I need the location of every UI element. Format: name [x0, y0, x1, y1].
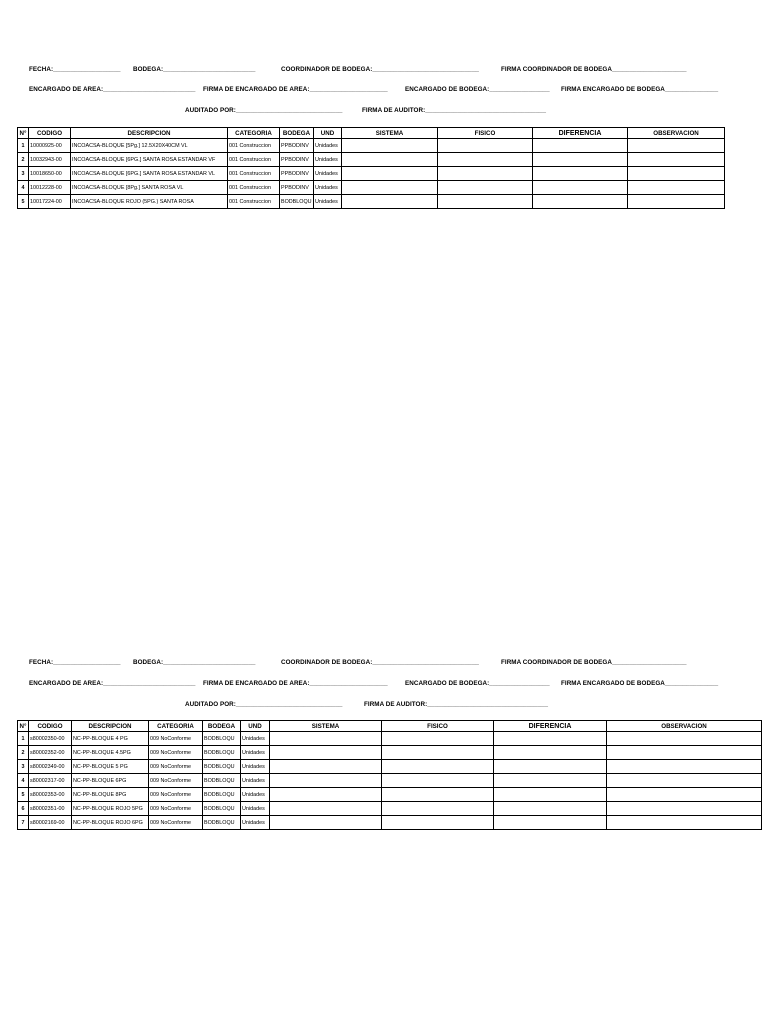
auditado-por-label: AUDITADO POR:______________________________: [185, 701, 343, 708]
col-bodega-header: BODEGA: [203, 721, 241, 732]
encargado-area-label: ENCARGADO DE AREA:__________________________: [29, 680, 196, 687]
firma-encargado-bodega-label: FIRMA ENCARGADO DE BODEGA_______________: [561, 86, 719, 93]
col-bodega-cell: BODBLOQU: [203, 802, 241, 816]
col-diferencia-cell[interactable]: [494, 760, 607, 774]
col-observacion-header: OBSERVACION: [607, 721, 762, 732]
col-codigo-cell: 10018650-00: [29, 167, 71, 181]
coordinador-label: COORDINADOR DE BODEGA:______________________________: [281, 659, 479, 666]
col-observacion-cell[interactable]: [607, 732, 762, 746]
col-categoria-cell: 009 NoConforme: [149, 788, 203, 802]
auditado-por-label: AUDITADO POR:______________________________: [185, 107, 343, 114]
table-body: [18, 732, 762, 830]
col-fisico-cell[interactable]: [382, 774, 494, 788]
bodega-label: BODEGA:__________________________: [133, 659, 256, 666]
col-categoria-cell: 001 Construccion: [228, 195, 280, 209]
col-und-cell: Unidades: [314, 153, 342, 167]
col-no-cell: 7: [18, 816, 29, 830]
table-row: [18, 788, 762, 802]
col-codigo-header: CODIGO: [29, 128, 71, 139]
col-descripcion-cell: INCOACSA-BLOQUE ROJO (5PG.) SANTA ROSA: [71, 195, 228, 209]
col-und-cell: Unidades: [241, 774, 270, 788]
col-und-cell: Unidades: [314, 195, 342, 209]
encargado-bodega-label: ENCARGADO DE BODEGA:_________________: [405, 86, 550, 93]
firma-coordinador-label: FIRMA COORDINADOR DE BODEGA_____________________: [501, 66, 687, 73]
col-diferencia-cell[interactable]: [494, 802, 607, 816]
col-no-cell: 5: [18, 195, 29, 209]
col-sistema-cell[interactable]: [270, 732, 382, 746]
col-categoria-header: CATEGORIA: [228, 128, 280, 139]
col-sistema-cell[interactable]: [270, 816, 382, 830]
col-no-cell: 4: [18, 181, 29, 195]
col-und-cell: Unidades: [314, 181, 342, 195]
table-row: [18, 746, 762, 760]
col-no-cell: 6: [18, 802, 29, 816]
table-row: [18, 732, 762, 746]
table-row: [18, 774, 762, 788]
col-und-header: UND: [314, 128, 342, 139]
firma-auditor-label: FIRMA DE AUDITOR:__________________________________: [362, 107, 546, 114]
col-und-cell: Unidades: [241, 760, 270, 774]
col-codigo-cell: s80002351-00: [29, 802, 72, 816]
col-no-cell: 1: [18, 139, 29, 153]
col-sistema-cell[interactable]: [270, 788, 382, 802]
col-sistema-header: SISTEMA: [270, 721, 382, 732]
col-categoria-cell: 009 NoConforme: [149, 816, 203, 830]
col-fisico-cell[interactable]: [382, 788, 494, 802]
col-codigo-cell: s80002353-00: [29, 788, 72, 802]
table-header: [18, 721, 762, 732]
col-categoria-cell: 009 NoConforme: [149, 760, 203, 774]
firma-encargado-area-label: FIRMA DE ENCARGADO DE AREA:______________________: [203, 86, 388, 93]
col-bodega-cell: PPBODINV: [280, 167, 314, 181]
col-categoria-cell: 009 NoConforme: [149, 746, 203, 760]
col-bodega-cell: BODBLOQU: [203, 774, 241, 788]
col-no-cell: 2: [18, 153, 29, 167]
table-row: [18, 802, 762, 816]
col-diferencia-cell[interactable]: [494, 816, 607, 830]
col-descripcion-cell: INCOACSA-BLOQUE [6PG.] SANTA ROSA ESTANDAR VL: [71, 167, 228, 181]
col-no-header: N°: [18, 721, 29, 732]
col-diferencia-cell[interactable]: [494, 774, 607, 788]
firma-coordinador-label: FIRMA COORDINADOR DE BODEGA_____________________: [501, 659, 687, 666]
col-descripcion-cell: NC-PP-BLOQUE 6PG: [72, 774, 149, 788]
col-no-header: N°: [18, 128, 29, 139]
col-bodega-cell: PPBODINV: [280, 153, 314, 167]
col-bodega-cell: BODBLOQU: [203, 816, 241, 830]
col-und-cell: Unidades: [241, 802, 270, 816]
col-codigo-cell: s80002169-00: [29, 816, 72, 830]
col-observacion-cell[interactable]: [607, 802, 762, 816]
col-bodega-cell: BODBLOQU: [203, 732, 241, 746]
col-codigo-header: CODIGO: [29, 721, 72, 732]
col-descripcion-header: DESCRIPCION: [71, 128, 228, 139]
col-sistema-cell[interactable]: [270, 802, 382, 816]
col-bodega-cell: PPBODINV: [280, 181, 314, 195]
col-bodega-cell: BODBLOQU: [203, 760, 241, 774]
col-categoria-cell: 001 Construccion: [228, 153, 280, 167]
table-row: [18, 760, 762, 774]
col-diferencia-cell[interactable]: [494, 746, 607, 760]
col-no-cell: 1: [18, 732, 29, 746]
col-diferencia-cell[interactable]: [494, 732, 607, 746]
col-diferencia-header: DIFERENCIA: [533, 128, 628, 139]
col-categoria-cell: 001 Construccion: [228, 181, 280, 195]
col-und-cell: Unidades: [314, 167, 342, 181]
col-categoria-cell: 001 Construccion: [228, 167, 280, 181]
col-und-header: UND: [241, 721, 270, 732]
col-fisico-cell[interactable]: [382, 816, 494, 830]
col-codigo-cell: s80002317-00: [29, 774, 72, 788]
col-fisico-cell[interactable]: [382, 746, 494, 760]
encargado-area-label: ENCARGADO DE AREA:__________________________: [29, 86, 196, 93]
firma-encargado-area-label: FIRMA DE ENCARGADO DE AREA:______________________: [203, 680, 388, 687]
col-categoria-cell: 009 NoConforme: [149, 732, 203, 746]
col-descripcion-header: DESCRIPCION: [72, 721, 149, 732]
col-no-cell: 3: [18, 167, 29, 181]
col-bodega-cell: BODBLOQU: [203, 788, 241, 802]
col-codigo-cell: 10000925-00: [29, 139, 71, 153]
col-descripcion-cell: NC-PP-BLOQUE 4.5PG: [72, 746, 149, 760]
col-fisico-header: FISICO: [382, 721, 494, 732]
col-und-cell: Unidades: [241, 746, 270, 760]
col-codigo-cell: s80002349-00: [29, 760, 72, 774]
firma-auditor-label: FIRMA DE AUDITOR:__________________________________: [364, 701, 548, 708]
col-codigo-cell: 10032943-00: [29, 153, 71, 167]
col-observacion-cell[interactable]: [607, 746, 762, 760]
col-codigo-cell: 10012228-00: [29, 181, 71, 195]
col-no-cell: 4: [18, 774, 29, 788]
col-observacion-header: OBSERVACION: [628, 128, 725, 139]
col-fisico-header: FISICO: [438, 128, 533, 139]
col-categoria-cell: 001 Construccion: [228, 139, 280, 153]
col-bodega-cell: BODBLOQU: [280, 195, 314, 209]
encargado-bodega-label: ENCARGADO DE BODEGA:_________________: [405, 680, 550, 687]
col-fisico-cell[interactable]: [382, 802, 494, 816]
col-descripcion-cell: NC-PP-BLOQUE ROJO 6PG: [72, 816, 149, 830]
col-categoria-header: CATEGORIA: [149, 721, 203, 732]
col-codigo-cell: s80002350-00: [29, 732, 72, 746]
bodega-label: BODEGA:__________________________: [133, 66, 256, 73]
col-observacion-cell[interactable]: [607, 760, 762, 774]
col-categoria-cell: 009 NoConforme: [149, 774, 203, 788]
col-descripcion-cell: INCOACSA-BLOQUE [8Pg.] SANTA ROSA VL: [71, 181, 228, 195]
col-bodega-cell: PPBODINV: [280, 139, 314, 153]
col-und-cell: Unidades: [241, 788, 270, 802]
firma-encargado-bodega-label: FIRMA ENCARGADO DE BODEGA_______________: [561, 680, 719, 687]
col-bodega-cell: BODBLOQU: [203, 746, 241, 760]
col-sistema-cell[interactable]: [270, 774, 382, 788]
col-sistema-header: SISTEMA: [342, 128, 438, 139]
col-sistema-cell[interactable]: [270, 746, 382, 760]
col-no-cell: 3: [18, 760, 29, 774]
col-diferencia-cell[interactable]: [494, 788, 607, 802]
col-sistema-cell[interactable]: [270, 760, 382, 774]
fecha-label: FECHA:___________________: [29, 659, 121, 666]
col-diferencia-header: DIFERENCIA: [494, 721, 607, 732]
col-no-cell: 5: [18, 788, 29, 802]
col-descripcion-cell: INCOACSA-BLOQUE [6PG.] SANTA ROSA ESTANDAR VF: [71, 153, 228, 167]
col-und-cell: Unidades: [241, 732, 270, 746]
col-descripcion-cell: NC-PP-BLOQUE ROJO 5PG: [72, 802, 149, 816]
inventory-table: [17, 720, 762, 830]
col-codigo-cell: 10017224-00: [29, 195, 71, 209]
col-descripcion-cell: NC-PP-BLOQUE 8PG: [72, 788, 149, 802]
col-observacion-cell[interactable]: [607, 788, 762, 802]
col-no-cell: 2: [18, 746, 29, 760]
coordinador-label: COORDINADOR DE BODEGA:______________________________: [281, 66, 479, 73]
table-row: [18, 816, 762, 830]
col-und-cell: Unidades: [241, 816, 270, 830]
col-codigo-cell: s80002352-00: [29, 746, 72, 760]
col-observacion-cell[interactable]: [607, 774, 762, 788]
col-observacion-cell[interactable]: [607, 816, 762, 830]
col-fisico-cell[interactable]: [382, 732, 494, 746]
col-bodega-header: BODEGA: [280, 128, 314, 139]
col-descripcion-cell: NC-PP-BLOQUE 4 PG: [72, 732, 149, 746]
fecha-label: FECHA:___________________: [29, 66, 121, 73]
col-fisico-cell[interactable]: [382, 760, 494, 774]
col-categoria-cell: 009 NoConforme: [149, 802, 203, 816]
col-und-cell: Unidades: [314, 139, 342, 153]
col-descripcion-cell: INCOACSA-BLOQUE [5Pg.] 12.5X20X40CM VL: [71, 139, 228, 153]
col-descripcion-cell: NC-PP-BLOQUE 5 PG: [72, 760, 149, 774]
